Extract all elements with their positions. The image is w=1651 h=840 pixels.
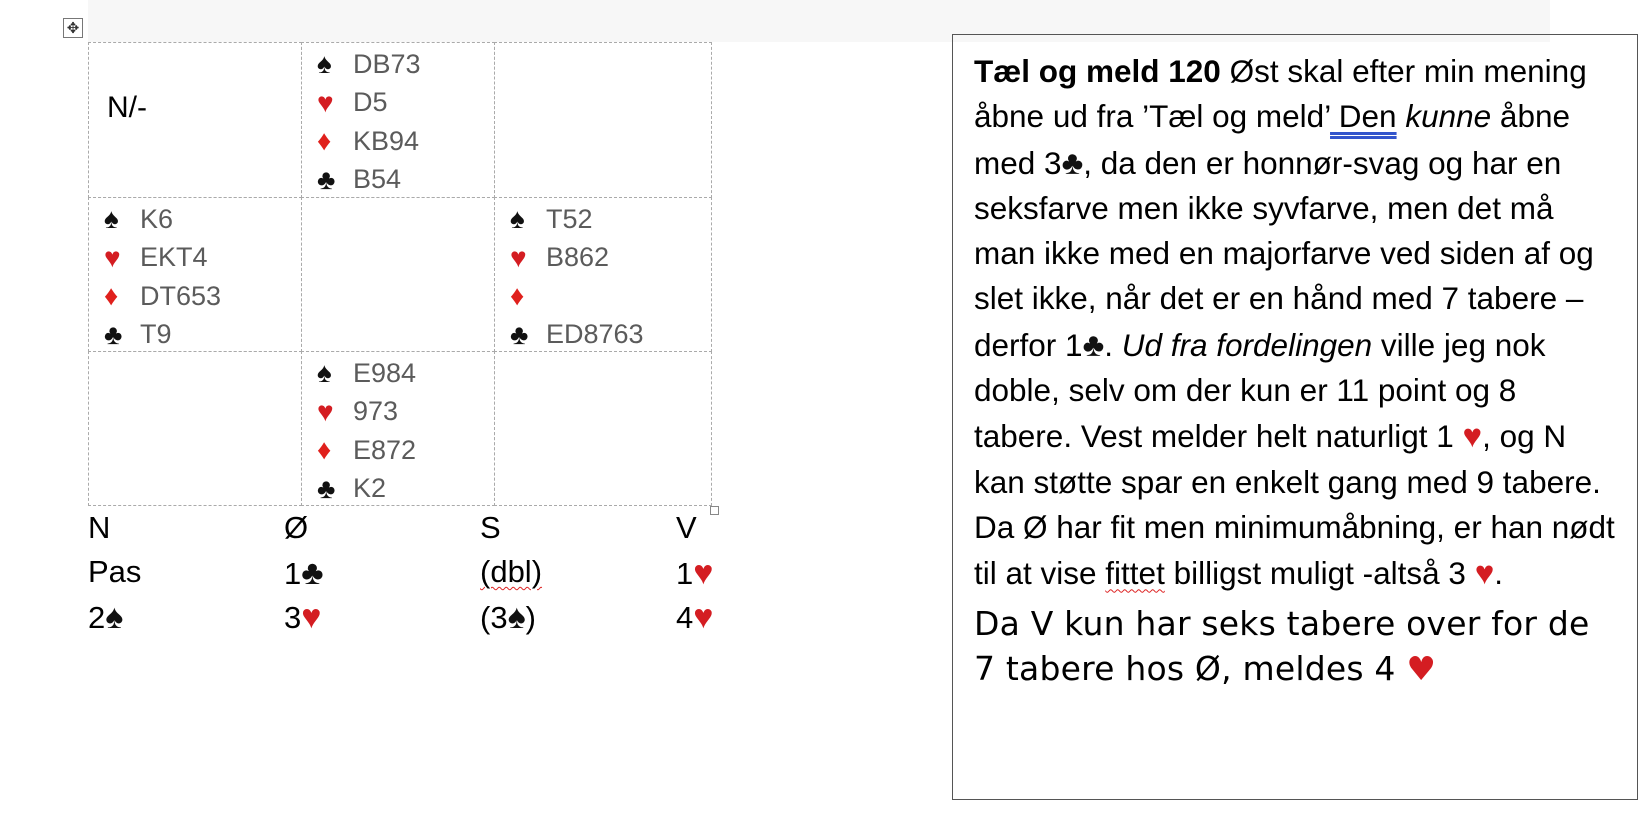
diamond-icon: ♦ (317, 125, 332, 157)
north-spades-cards: DB73 (353, 48, 421, 79)
bid-level: 1 (284, 556, 302, 591)
spade-icon: ♠ (317, 48, 332, 80)
south-hearts (317, 393, 416, 432)
deal-cell-northeast (494, 42, 712, 198)
spade-icon: ♠ (317, 357, 332, 389)
bidding-header-north: N (88, 510, 111, 545)
heart-icon: ♥ (104, 241, 121, 273)
east-hand-cell (494, 197, 712, 352)
north-hand-cell (301, 42, 495, 198)
south-spades (317, 354, 416, 393)
bid-r1-south (480, 554, 542, 590)
east-spades (510, 200, 644, 239)
heart-icon: ♥ (317, 86, 334, 118)
commentary-text: billigst muligt -altså 3 (1164, 555, 1475, 592)
west-spades-cards: K6 (140, 203, 174, 234)
spade-icon: ♠ (510, 203, 525, 235)
north-diamonds-cards: KB94 (353, 125, 420, 156)
deal-cell-northwest (88, 42, 302, 198)
commentary-text-underlined: Den (1330, 98, 1397, 135)
south-hearts-cards: 973 (353, 396, 399, 427)
heart-icon: ♥ (1474, 554, 1495, 592)
commentary-textbox[interactable] (952, 34, 1638, 800)
club-icon: ♣ (1061, 143, 1084, 181)
heart-icon: ♥ (317, 395, 334, 427)
commentary-misspelled-word: fittet (1105, 555, 1165, 592)
west-diamonds-cards: DT653 (140, 280, 222, 311)
deal-cell-southeast (494, 351, 712, 506)
heart-icon: ♥ (693, 598, 714, 636)
north-spades (317, 45, 421, 84)
bid-level: 2 (88, 600, 106, 635)
west-hand (104, 200, 221, 354)
north-clubs (317, 161, 421, 200)
bid-level: 4 (676, 600, 694, 635)
commentary-paragraph (974, 49, 1617, 597)
west-hearts-cards: EKT4 (140, 242, 208, 273)
bid-r2-east (284, 598, 321, 637)
heart-icon: ♥ (301, 598, 322, 636)
heart-icon: ♥ (1406, 648, 1437, 688)
commentary-text: åbne med 3 (974, 98, 1570, 181)
commentary-conclusion (974, 601, 1617, 691)
west-hearts (104, 239, 221, 278)
spade-icon: ♠ (105, 598, 124, 636)
south-spades-cards: E984 (353, 357, 417, 388)
west-diamonds (104, 277, 221, 316)
club-icon: ♣ (104, 318, 123, 350)
club-icon: ♣ (510, 318, 529, 350)
diamond-icon: ♦ (317, 434, 332, 466)
bid-level: 1 (676, 556, 694, 591)
commentary-text: . (1104, 326, 1113, 363)
south-clubs (317, 470, 416, 509)
commentary-text: , og N kan støtte spar en enkelt gang med 9 tabere. Da Ø har fit men minimumåbning, er han nødt til at vise (974, 418, 1615, 592)
club-icon: ♣ (1082, 325, 1105, 363)
bidding-header-south: S (480, 510, 501, 545)
bid-level: (3 (480, 600, 508, 635)
south-diamonds-cards: E872 (353, 434, 417, 465)
bid-r1-north (88, 554, 141, 590)
bid-r2-west (676, 598, 713, 637)
bridge-deal-diagram (88, 42, 712, 506)
bid-level: 3 (284, 600, 302, 635)
north-hearts-cards: D5 (353, 87, 388, 118)
diamond-icon: ♦ (510, 280, 525, 312)
bid-text: Pas (88, 554, 142, 589)
club-icon: ♣ (301, 554, 324, 592)
south-hand-cell (301, 351, 495, 506)
bidding-header-west: V (676, 510, 697, 545)
deal-cell-southwest (88, 351, 302, 506)
east-hand (510, 200, 644, 354)
diamond-icon: ♦ (104, 280, 119, 312)
club-icon: ♣ (317, 472, 336, 504)
north-hand (317, 45, 421, 199)
commentary-text: Øst skal efter min mening åbne ud fra ’Tæl og meld’ (974, 53, 1587, 135)
east-diamonds (510, 277, 644, 316)
east-hearts-cards: B862 (546, 242, 610, 273)
bidding-header-east: Ø (284, 510, 309, 545)
dealer-vulnerability: N/- (107, 91, 147, 124)
east-clubs (510, 316, 644, 355)
spade-icon: ♠ (507, 598, 526, 636)
commentary-text: ville jeg nok doble, selv om der kun er 11 point og 8 tabere. Vest melder helt naturligt 1 (974, 326, 1546, 455)
south-hand (317, 354, 416, 508)
bid-r1-west (676, 554, 713, 593)
bid-r2-south (480, 598, 536, 637)
north-clubs-cards: B54 (353, 164, 402, 195)
commentary-text: , da den er honnør-svag og har en seksfarve men ikke syvfarve, men det må man ikke med en majorfarve ved siden af og slet ikke, når det er en hånd med 7 tabere – derfor 1 (974, 144, 1594, 363)
south-clubs-cards: K2 (353, 473, 387, 504)
commentary-title: Tæl og meld 120 (974, 53, 1221, 89)
club-icon: ♣ (317, 163, 336, 195)
north-diamonds (317, 122, 421, 161)
heart-icon: ♥ (693, 554, 714, 592)
bid-close-paren: ) (525, 600, 536, 635)
north-hearts (317, 84, 421, 123)
commentary-text: . (1494, 555, 1504, 592)
heart-icon: ♥ (1462, 417, 1483, 455)
deal-cell-center (301, 197, 495, 352)
south-diamonds (317, 431, 416, 470)
east-clubs-cards: ED8763 (546, 319, 644, 350)
bid-text: (dbl) (480, 554, 543, 589)
bid-r2-north (88, 598, 123, 637)
table-move-handle-icon[interactable]: ✥ (63, 18, 83, 38)
east-spades-cards: T52 (546, 203, 593, 234)
heart-icon: ♥ (510, 241, 527, 273)
west-spades (104, 200, 221, 239)
commentary-italic: Ud fra fordelingen (1121, 326, 1373, 363)
commentary-text: Da V kun har seks tabere over for de 7 tabere hos Ø, meldes 4 (974, 603, 1590, 688)
table-resize-handle[interactable] (710, 506, 719, 515)
west-clubs (104, 316, 221, 355)
west-hand-cell (88, 197, 302, 352)
commentary-italic: kunne (1405, 98, 1492, 135)
bid-r1-east (284, 554, 324, 593)
west-clubs-cards: T9 (140, 319, 172, 350)
spade-icon: ♠ (104, 203, 119, 235)
east-hearts (510, 239, 644, 278)
